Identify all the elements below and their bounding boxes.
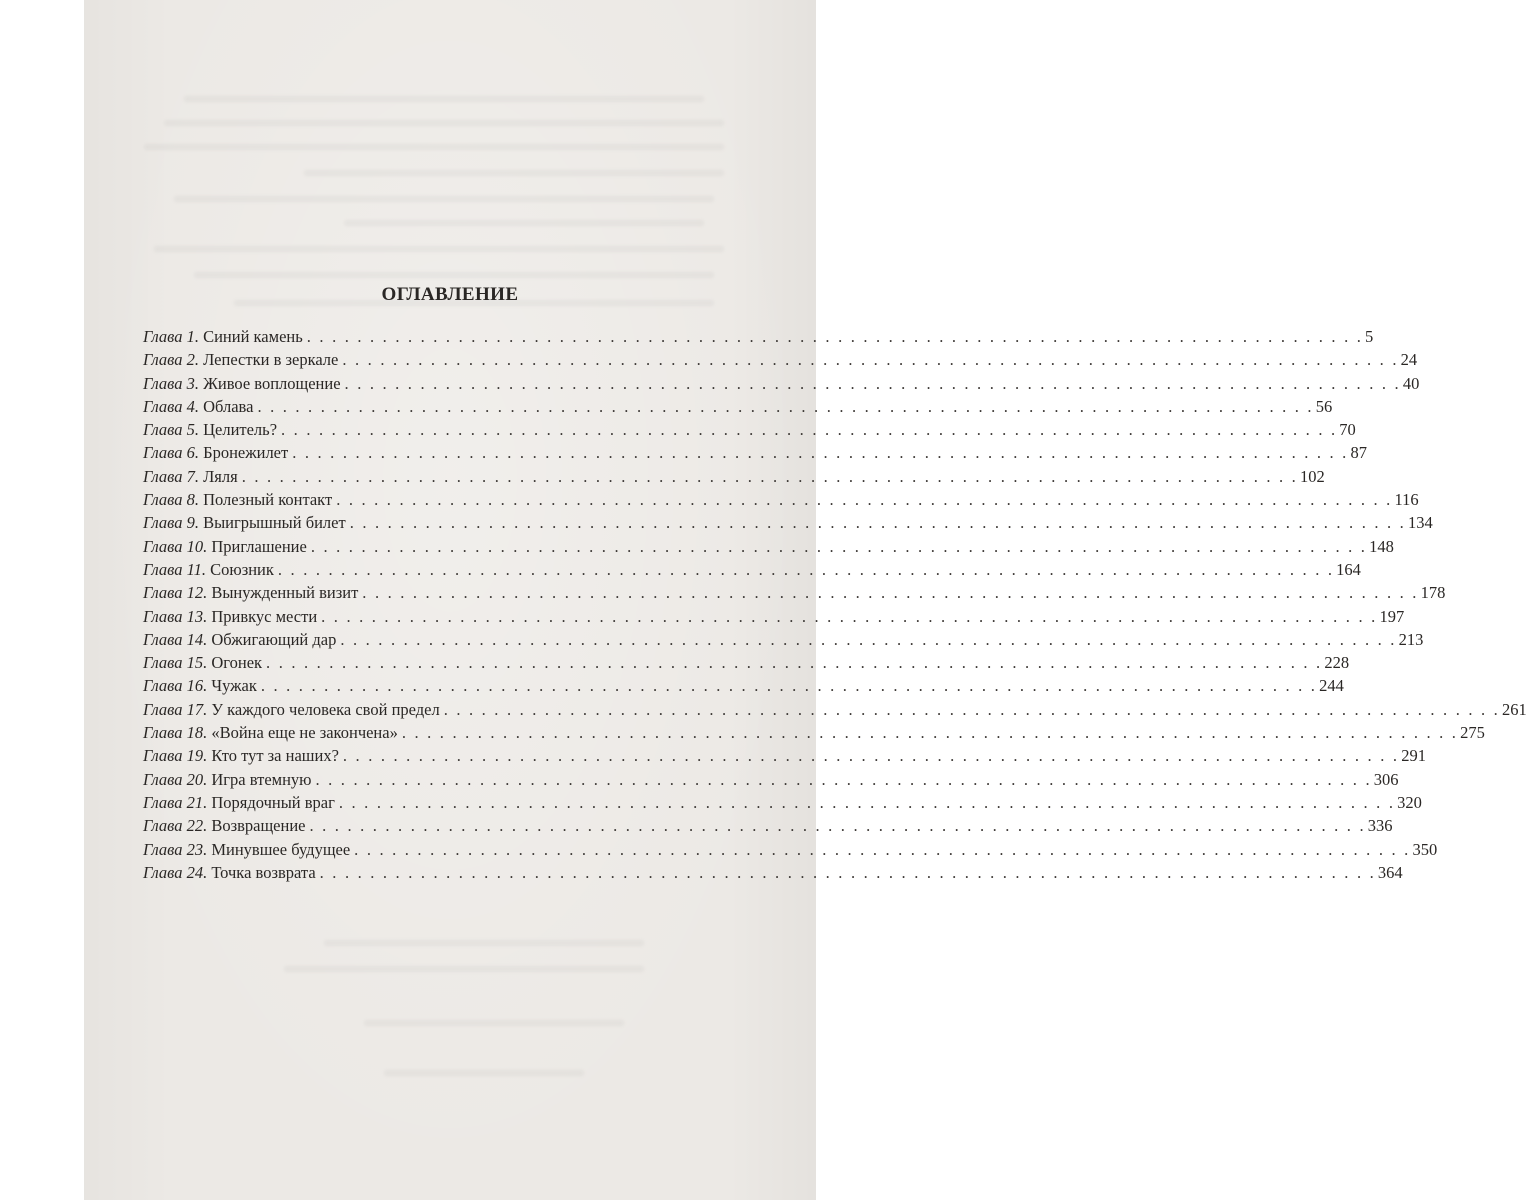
toc-entry-label bbox=[143, 397, 253, 417]
chapter-number: Глава 23. bbox=[143, 839, 208, 859]
toc-entry[interactable] bbox=[143, 792, 1422, 816]
show-through-line bbox=[154, 246, 724, 252]
chapter-number: Глава 18. bbox=[143, 723, 208, 743]
toc-entry[interactable] bbox=[143, 350, 1418, 373]
page-number: 244 bbox=[1319, 676, 1344, 696]
show-through-line bbox=[344, 220, 704, 226]
dot-leader: . . . . . . . . . . . . . . . . . . . . . . . . . . . . . . . . . . . . . . . . . . . . . . . . . . . . . . . . . . . . . . . . . . . . . . . . . . . . . . . . . . . . bbox=[260, 676, 1318, 696]
show-through-line bbox=[164, 120, 724, 126]
chapter-title: Целитель? bbox=[198, 420, 278, 440]
chapter-title: Огонек bbox=[207, 653, 263, 673]
toc-list bbox=[143, 327, 1527, 886]
page-number: 56 bbox=[1315, 396, 1333, 416]
toc-entry[interactable] bbox=[143, 513, 1433, 536]
toc-entry[interactable] bbox=[143, 676, 1344, 699]
dot-leader: . . . . . . . . . . . . . . . . . . . . . . . . . . . . . . . . . . . . . . . . . . . . . . . . . . . . . . . . . . . . . . . . . . . . . . . . . . . . . . . . . . . . bbox=[310, 536, 1368, 556]
chapter-number: Глава 2. bbox=[143, 350, 199, 370]
toc-entry-label bbox=[143, 607, 317, 627]
page-number: 275 bbox=[1460, 723, 1485, 743]
page-number: 164 bbox=[1336, 559, 1361, 579]
page-number: 197 bbox=[1379, 606, 1405, 626]
toc-entry[interactable] bbox=[143, 653, 1350, 676]
toc-entry[interactable] bbox=[143, 746, 1426, 769]
show-through-line bbox=[324, 940, 644, 946]
chapter-title: Минувшее будущее bbox=[207, 839, 351, 859]
toc-entry[interactable] bbox=[143, 629, 1424, 653]
show-through-line bbox=[144, 144, 724, 150]
chapter-title: Возвращение bbox=[207, 816, 306, 836]
show-through-line bbox=[304, 170, 724, 176]
chapter-title: Приглашение bbox=[207, 536, 307, 556]
chapter-title: Выигрышный билет bbox=[198, 513, 346, 533]
dot-leader: . . . . . . . . . . . . . . . . . . . . . . . . . . . . . . . . . . . . . . . . . . . . . . . . . . . . . . . . . . . . . . . . . . . . . . . . . . . . . . . . . . . . bbox=[340, 629, 1397, 649]
chapter-title: Игра втемную bbox=[207, 769, 312, 789]
chapter-number: Глава 21. bbox=[143, 792, 208, 812]
toc-heading: ОГЛАВЛЕНИЕ bbox=[381, 284, 519, 305]
dot-leader: . . . . . . . . . . . . . . . . . . . . . . . . . . . . . . . . . . . . . . . . . . . . . . . . . . . . . . . . . . . . . . . . . . . . . . . . . . . . . . . . . . . . bbox=[319, 862, 1376, 882]
toc-entry-label bbox=[143, 374, 341, 394]
toc-entry-label bbox=[143, 443, 288, 463]
page-number: 87 bbox=[1350, 443, 1368, 463]
chapter-title: Обжигающий дар bbox=[207, 629, 337, 649]
toc-entry-label bbox=[143, 793, 335, 813]
page-number: 134 bbox=[1407, 513, 1433, 533]
dot-leader: . . . . . . . . . . . . . . . . . . . . . . . . . . . . . . . . . . . . . . . . . . . . . . . . . . . . . . . . . . . . . . . . . . . . . . . . . . . . . . . . . . . . bbox=[257, 396, 1314, 416]
chapter-number: Глава 5. bbox=[143, 420, 199, 440]
toc-entry-label bbox=[143, 537, 307, 557]
show-through-line bbox=[284, 966, 644, 972]
toc-entry-label bbox=[143, 350, 338, 370]
toc-entry[interactable] bbox=[143, 862, 1403, 886]
dot-leader: . . . . . . . . . . . . . . . . . . . . . . . . . . . . . . . . . . . . . . . . . . . . . . . . . . . . . . . . . . . . . . . . . . . . . . . . . . . . . . . . . . . . bbox=[277, 559, 1335, 579]
chapter-number: Глава 4. bbox=[143, 396, 199, 416]
toc-entry-label bbox=[143, 723, 398, 743]
chapter-number: Глава 10. bbox=[143, 536, 208, 556]
chapter-title: Союзник bbox=[205, 559, 274, 579]
dot-leader: . . . . . . . . . . . . . . . . . . . . . . . . . . . . . . . . . . . . . . . . . . . . . . . . . . . . . . . . . . . . . . . . . . . . . . . . . . . . . . . . . . . . bbox=[342, 350, 1399, 370]
page-number: 306 bbox=[1373, 769, 1399, 789]
chapter-title: Синий камень bbox=[198, 327, 303, 346]
dot-leader: . . . . . . . . . . . . . . . . . . . . . . . . . . . . . . . . . . . . . . . . . . . . . . . . . . . . . . . . . . . . . . . . . . . . . . . . . . . . . . . . . . . . bbox=[321, 606, 1378, 626]
chapter-number: Глава 9. bbox=[143, 513, 199, 533]
dot-leader: . . . . . . . . . . . . . . . . . . . . . . . . . . . . . . . . . . . . . . . . . . . . . . . . . . . . . . . . . . . . . . . . . . . . . . . . . . . . . . . . . . . . bbox=[349, 513, 1406, 533]
toc-entry[interactable] bbox=[143, 443, 1368, 466]
dot-leader: . . . . . . . . . . . . . . . . . . . . . . . . . . . . . . . . . . . . . . . . . . . . . . . . . . . . . . . . . . . . . . . . . . . . . . . . . . . . . . . . . . . . bbox=[338, 792, 1396, 812]
toc-entry[interactable] bbox=[143, 723, 1485, 746]
chapter-number: Глава 6. bbox=[143, 443, 199, 463]
page-number: 116 bbox=[1394, 490, 1419, 510]
chapter-title: Чужак bbox=[207, 676, 257, 696]
dot-leader: . . . . . . . . . . . . . . . . . . . . . . . . . . . . . . . . . . . . . . . . . . . . . . . . . . . . . . . . . . . . . . . . . . . . . . . . . . . . . . . . . . . . bbox=[315, 769, 1372, 789]
chapter-title: Ляля bbox=[198, 466, 238, 486]
toc-entry[interactable] bbox=[143, 769, 1399, 793]
chapter-number: Глава 15. bbox=[143, 653, 208, 673]
toc-entry[interactable] bbox=[143, 583, 1446, 606]
chapter-number: Глава 12. bbox=[143, 583, 208, 603]
dot-leader: . . . . . . . . . . . . . . . . . . . . . . . . . . . . . . . . . . . . . . . . . . . . . . . . . . . . . . . . . . . . . . . . . . . . . . . . . . . . . . . . . . . . bbox=[266, 653, 1323, 673]
dot-leader: . . . . . . . . . . . . . . . . . . . . . . . . . . . . . . . . . . . . . . . . . . . . . . . . . . . . . . . . . . . . . . . . . . . . . . . . . . . . . . . . . . . . bbox=[342, 746, 1400, 766]
toc-entry-label bbox=[143, 653, 262, 673]
chapter-title: Лепестки в зеркале bbox=[198, 350, 339, 370]
show-through-line bbox=[364, 1020, 624, 1026]
toc-entry[interactable] bbox=[143, 327, 1374, 350]
dot-leader: . . . . . . . . . . . . . . . . . . . . . . . . . . . . . . . . . . . . . . . . . . . . . . . . . . . . . . . . . . . . . . . . . . . . . . . . . . . . . . . . . . . . bbox=[401, 723, 1459, 743]
chapter-number: Глава 3. bbox=[143, 373, 199, 393]
chapter-title: Полезный контакт bbox=[198, 490, 333, 510]
toc-entry[interactable] bbox=[143, 466, 1325, 490]
toc-entry[interactable] bbox=[143, 699, 1527, 723]
chapter-title: Порядочный враг bbox=[207, 792, 335, 812]
chapter-title: «Война еще не закончена» bbox=[207, 723, 398, 743]
toc-entry-label bbox=[143, 513, 346, 533]
page-number: 291 bbox=[1401, 746, 1426, 766]
page-number: 320 bbox=[1397, 792, 1422, 812]
page-number: 148 bbox=[1369, 536, 1394, 556]
page-number: 350 bbox=[1412, 839, 1438, 859]
show-through-line bbox=[184, 96, 704, 102]
toc-entry[interactable] bbox=[143, 606, 1405, 630]
chapter-number: Глава 22. bbox=[143, 816, 208, 836]
chapter-title: Кто тут за наших? bbox=[207, 746, 339, 766]
page-number: 336 bbox=[1367, 816, 1393, 836]
chapter-number: Глава 7. bbox=[143, 466, 199, 486]
dot-leader: . . . . . . . . . . . . . . . . . . . . . . . . . . . . . . . . . . . . . . . . . . . . . . . . . . . . . . . . . . . . . . . . . . . . . . . . . . . . . . . . . . . . bbox=[281, 420, 1338, 440]
toc-entry-label bbox=[143, 420, 277, 440]
page-number: 102 bbox=[1299, 466, 1325, 486]
dot-leader: . . . . . . . . . . . . . . . . . . . . . . . . . . . . . . . . . . . . . . . . . . . . . . . . . . . . . . . . . . . . . . . . . . . . . . . . . . . . . . . . . . . . bbox=[336, 490, 1393, 510]
chapter-number: Глава 17. bbox=[143, 699, 208, 719]
toc-entry[interactable] bbox=[143, 839, 1438, 863]
toc-entry[interactable] bbox=[143, 816, 1393, 839]
dot-leader: . . . . . . . . . . . . . . . . . . . . . . . . . . . . . . . . . . . . . . . . . . . . . . . . . . . . . . . . . . . . . . . . . . . . . . . . . . . . . . . . . . . . bbox=[344, 373, 1401, 393]
chapter-number: Глава 24. bbox=[143, 862, 208, 882]
chapter-number: Глава 14. bbox=[143, 629, 208, 649]
toc-entry-label bbox=[143, 700, 440, 720]
chapter-title: Облава bbox=[198, 396, 254, 416]
chapter-title: Точка возврата bbox=[207, 862, 316, 882]
toc-entry-label bbox=[143, 490, 332, 510]
toc-entry[interactable] bbox=[143, 396, 1333, 420]
page-number: 5 bbox=[1365, 327, 1374, 346]
toc-entry-label bbox=[143, 770, 312, 790]
show-through-line bbox=[194, 272, 714, 278]
dot-leader: . . . . . . . . . . . . . . . . . . . . . . . . . . . . . . . . . . . . . . . . . . . . . . . . . . . . . . . . . . . . . . . . . . . . . . . . . . . . . . . . . . . . bbox=[241, 466, 1298, 486]
chapter-number: Глава 11. bbox=[143, 559, 206, 579]
toc-entry-label bbox=[143, 746, 339, 766]
page-number: 178 bbox=[1420, 583, 1446, 603]
chapter-title: Бронежилет bbox=[198, 443, 289, 463]
chapter-title: Живое воплощение bbox=[198, 373, 341, 393]
dot-leader: . . . . . . . . . . . . . . . . . . . . . . . . . . . . . . . . . . . . . . . . . . . . . . . . . . . . . . . . . . . . . . . . . . . . . . . . . . . . . . . . . . . . bbox=[309, 816, 1366, 836]
dot-leader: . . . . . . . . . . . . . . . . . . . . . . . . . . . . . . . . . . . . . . . . . . . . . . . . . . . . . . . . . . . . . . . . . . . . . . . . . . . . . . . . . . . . bbox=[362, 583, 1419, 603]
page-number: 24 bbox=[1400, 350, 1418, 370]
chapter-title: У каждого человека свой предел bbox=[207, 699, 440, 719]
chapter-number: Глава 19. bbox=[143, 746, 208, 766]
toc-entry[interactable] bbox=[143, 559, 1361, 583]
chapter-number: Глава 20. bbox=[143, 769, 208, 789]
toc-entry-label bbox=[143, 676, 257, 696]
toc-entry-label bbox=[143, 583, 358, 603]
toc-entry-label bbox=[143, 816, 306, 836]
show-through-line bbox=[384, 1070, 584, 1076]
page-number: 213 bbox=[1398, 629, 1424, 649]
toc-entry-label bbox=[143, 327, 303, 347]
toc-entry-label bbox=[143, 560, 274, 580]
page-number: 364 bbox=[1377, 862, 1403, 882]
chapter-title: Вынужденный визит bbox=[207, 583, 359, 603]
chapter-number: Глава 16. bbox=[143, 676, 208, 696]
toc-entry-label bbox=[143, 863, 316, 883]
page-number: 228 bbox=[1324, 653, 1350, 673]
chapter-number: Глава 8. bbox=[143, 490, 199, 510]
chapter-number: Глава 13. bbox=[143, 606, 208, 626]
toc-entry[interactable] bbox=[143, 536, 1394, 560]
toc-entry-label bbox=[143, 840, 350, 860]
page-number: 70 bbox=[1339, 420, 1356, 440]
show-through-line bbox=[174, 196, 714, 202]
dot-leader: . . . . . . . . . . . . . . . . . . . . . . . . . . . . . . . . . . . . . . . . . . . . . . . . . . . . . . . . . . . . . . . . . . . . . . . . . . . . . . . . . . . . bbox=[292, 443, 1349, 463]
toc-entry[interactable] bbox=[143, 373, 1420, 397]
toc-entry-label bbox=[143, 630, 336, 650]
page-number: 40 bbox=[1402, 373, 1420, 393]
toc-entry-label bbox=[143, 467, 238, 487]
chapter-title: Привкус мести bbox=[207, 606, 318, 626]
dot-leader: . . . . . . . . . . . . . . . . . . . . . . . . . . . . . . . . . . . . . . . . . . . . . . . . . . . . . . . . . . . . . . . . . . . . . . . . . . . . . . . . . . . . bbox=[306, 327, 1364, 346]
dot-leader: . . . . . . . . . . . . . . . . . . . . . . . . . . . . . . . . . . . . . . . . . . . . . . . . . . . . . . . . . . . . . . . . . . . . . . . . . . . . . . . . . . . . bbox=[443, 699, 1500, 719]
chapter-number: Глава 1. bbox=[143, 327, 199, 346]
dot-leader: . . . . . . . . . . . . . . . . . . . . . . . . . . . . . . . . . . . . . . . . . . . . . . . . . . . . . . . . . . . . . . . . . . . . . . . . . . . . . . . . . . . . bbox=[354, 839, 1411, 859]
page-number: 261 bbox=[1501, 699, 1527, 719]
toc-entry[interactable] bbox=[143, 490, 1419, 513]
toc-entry[interactable] bbox=[143, 420, 1356, 443]
